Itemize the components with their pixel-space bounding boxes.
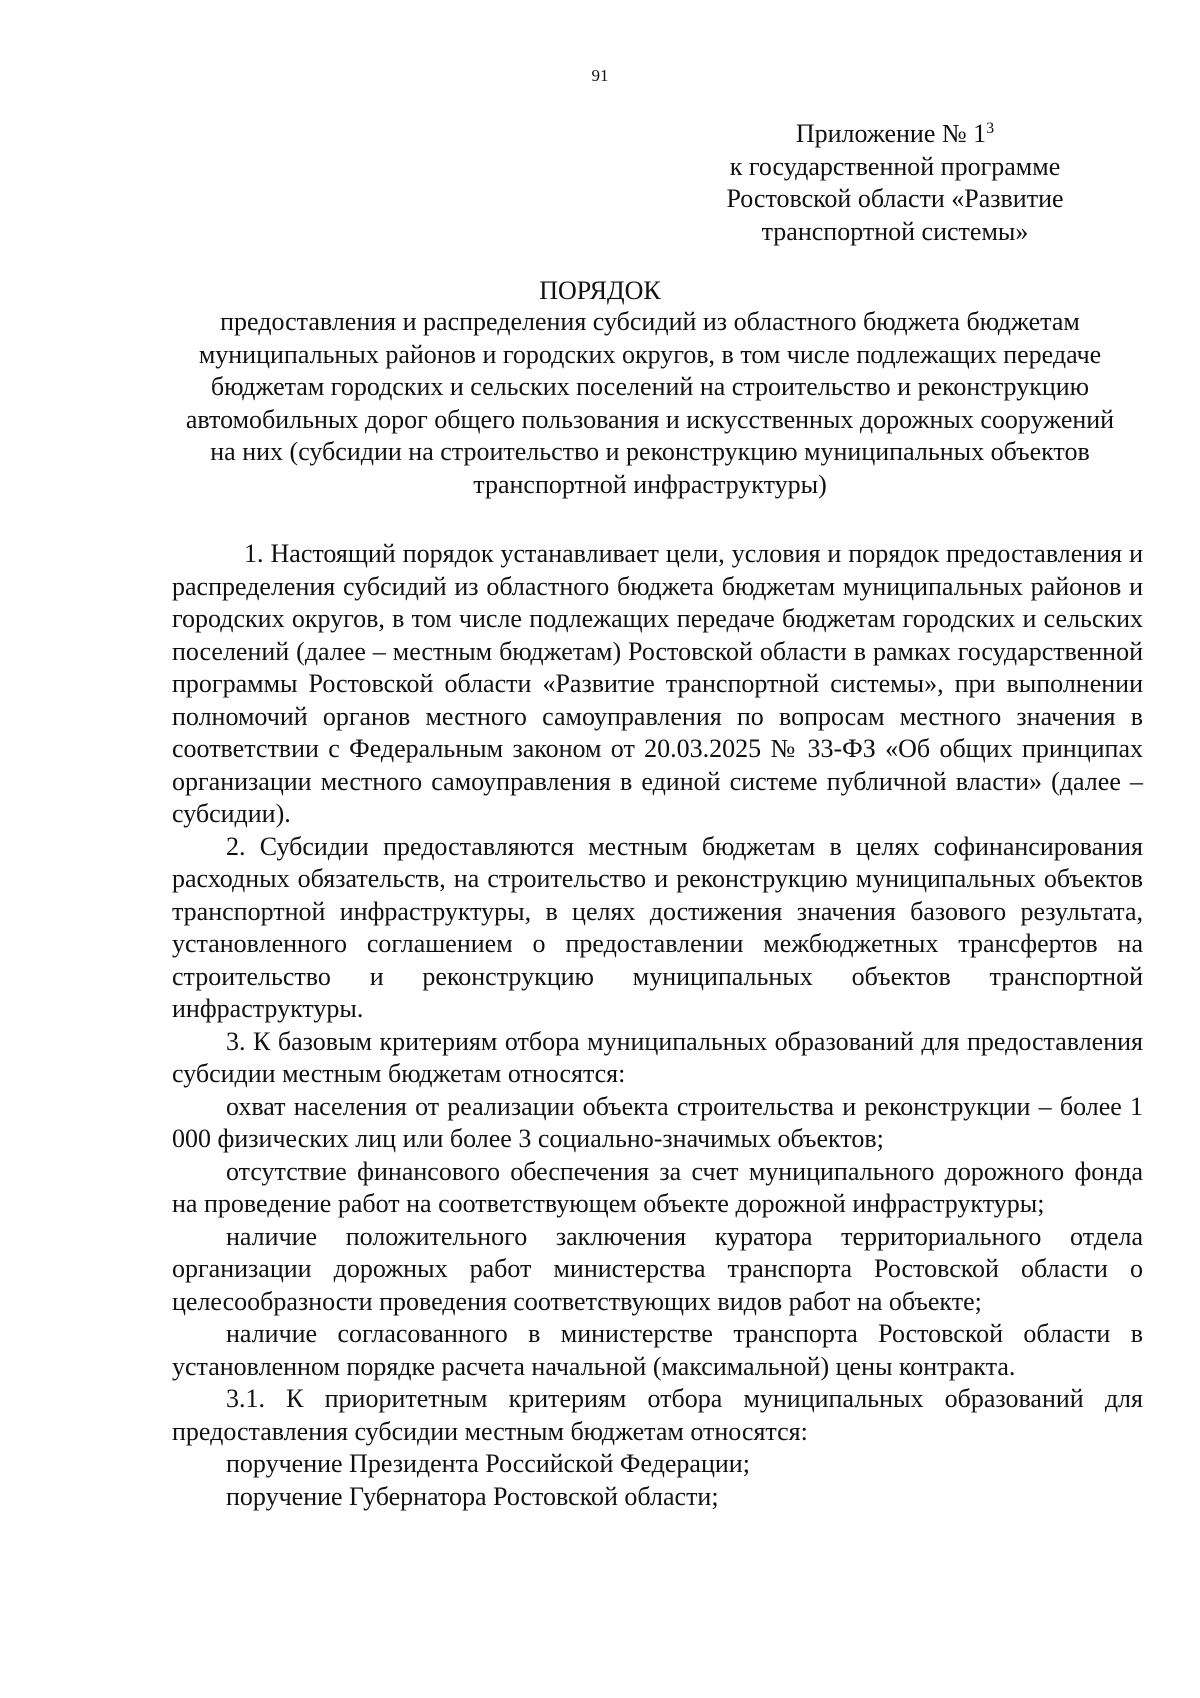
appendix-line-3: Ростовской области «Развитие bbox=[726, 184, 1064, 213]
appendix-title: Приложение № 1 bbox=[795, 119, 987, 148]
paragraph-3-1: 3.1. К приоритетным критериям отбора муниципальных образований для предоставления субсидии местным бюджетам относятся: bbox=[172, 1384, 1143, 1446]
paragraph-priority-criterion: поручение Губернатора Ростовской области; bbox=[226, 1481, 719, 1511]
appendix-header bbox=[668, 118, 1122, 248]
document-body bbox=[172, 538, 1143, 1513]
paragraph-criterion: отсутствие финансового обеспечения за счет муниципального дорожного фонда на проведение работ на соответствующем объекте дорожной инфраструктуры; bbox=[172, 1156, 1143, 1218]
paragraph-criterion: охват населения от реализации объекта строительства и реконструкции – более 1 000 физических лиц или более 3 социально-значимых объектов; bbox=[172, 1091, 1143, 1153]
paragraph-criterion: наличие положительного заключения куратора территориального отдела организации дорожных работ министерства транспорта Ростовской области о целесообразности проведения соответствующих видов работ на объекте; bbox=[172, 1221, 1143, 1316]
document-title: ПОРЯДОК bbox=[539, 276, 661, 305]
appendix-line-2: к государственной программе bbox=[729, 151, 1061, 181]
paragraph-3: 3. К базовым критериям отбора муниципальных образований для предоставления субсидии местным бюджетам относятся: bbox=[172, 1026, 1143, 1088]
page-number: 91 bbox=[591, 66, 609, 85]
appendix-line-1 bbox=[668, 118, 1122, 151]
paragraph-priority-criterion: поручение Президента Российской Федерации; bbox=[226, 1449, 750, 1478]
paragraph-criterion: наличие согласованного в министерстве транспорта Ростовской области в установленном порядке расчета начальной (максимальной) цены контракта. bbox=[172, 1319, 1143, 1381]
paragraph-2: 2. Субсидии предоставляются местным бюджетам в целях софинансирования расходных обязательств, на строительство и реконструкцию муниципальных объектов транспортной инфраструктуры, в целях достижения значения базового результата, установленного соглашением о предоставлении межбюджетных трансфертов на строительство и реконструкцию муниципальных объектов транспортной инфраструктуры. bbox=[172, 831, 1143, 1023]
paragraph-1: 1. Настоящий порядок устанавливает цели, условия и порядок предоставления и распределения субсидий из областного бюджета бюджетам муниципальных районов и городских округов, в том числе подлежащих передаче бюджетам городских и сельских поселений (далее – местным бюджетам) Ростовской области в рамках государственной программы Ростовской области «Развитие транспортной системы», при выполнении полномочий органов местного самоуправления по вопросам местного значения в соответствии с Федеральным законом от 20.03.2025 № 33-ФЗ «Об общих принципах организации местного самоуправления в единой системе публичной власти» (далее – субсидии). bbox=[172, 539, 1143, 828]
document-subtitle: предоставления и распределения субсидий из областного бюджета бюджетам муниципальных районов и городских округов, в том числе подлежащих передаче бюджетам городских и сельских поселений на строительство и реконструкцию автомобильных дорог общего пользования и искусственных дорожных сооружений на них (субсидии на строительство и реконструкцию муниципальных объектов транспортной инфраструктуры) bbox=[185, 307, 1115, 499]
appendix-superscript: 3 bbox=[986, 120, 995, 137]
appendix-line-4: транспортной системы» bbox=[761, 216, 1029, 246]
